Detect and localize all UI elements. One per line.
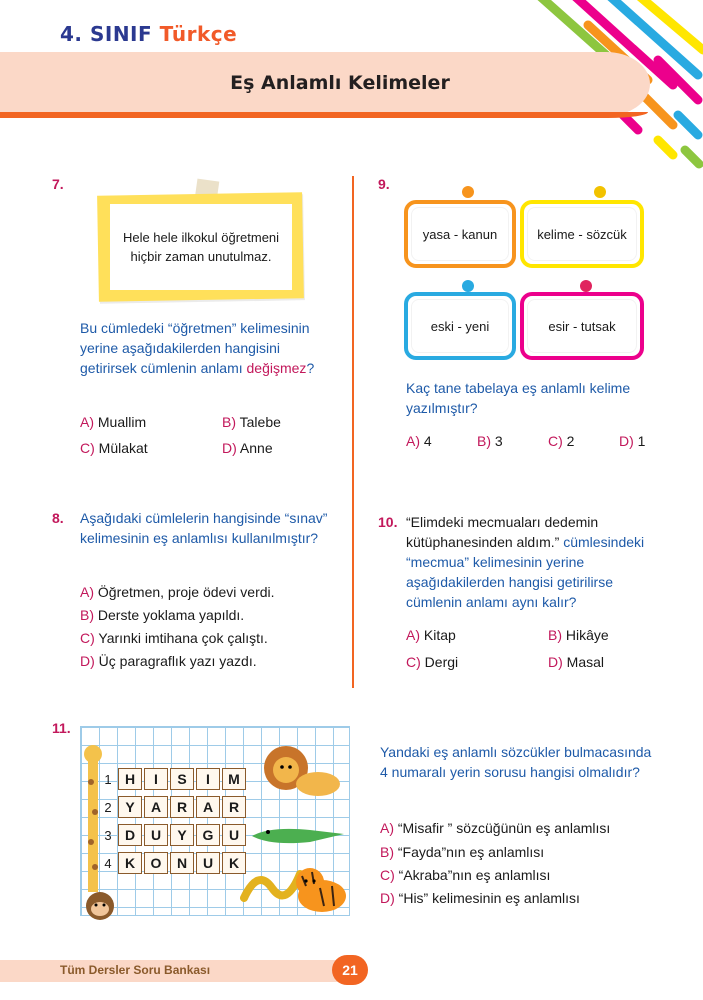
crossword-cell: N [170, 852, 194, 874]
question-8-number: 8. [52, 510, 64, 526]
crossword-row [98, 796, 248, 818]
question-7-text [80, 318, 330, 378]
crossword-row [98, 852, 248, 874]
option-letter: C) [406, 654, 421, 670]
question-10-number: 10. [378, 514, 398, 530]
question-10-quote: “Elimdeki mecmuaları dedemin kütüphanesinden aldım.” [406, 514, 599, 550]
option-text: Mülakat [98, 440, 148, 456]
crossword-cell: I [196, 768, 220, 790]
page-title: Eş Anlamlı Kelimeler [230, 72, 450, 94]
option-text: Hikâye [565, 627, 609, 643]
crossword-row-number: 1 [104, 771, 112, 787]
option-text: “Akraba”nın eş anlamlısı [398, 867, 551, 883]
crossword-cell: I [144, 768, 168, 790]
option-letter: A) [406, 433, 420, 449]
q11-option-d[interactable] [380, 888, 580, 908]
q8-option-c[interactable] [80, 628, 268, 648]
option-text: “Fayda”nın eş anlamlısı [397, 844, 545, 860]
option-letter: B) [548, 627, 562, 643]
option-text: 4 [423, 433, 432, 449]
crossword-cell: D [118, 824, 142, 846]
grade-label: 4. SINIF [60, 22, 153, 46]
option-text: Anne [239, 440, 273, 456]
option-letter: A) [406, 627, 420, 643]
page-number: 21 [332, 955, 368, 985]
q10-option-c[interactable] [406, 652, 458, 672]
crossword-cell: U [196, 852, 220, 874]
q10-option-b[interactable] [548, 625, 609, 645]
option-letter: C) [80, 440, 95, 456]
q7-option-b[interactable] [222, 412, 281, 432]
option-text: “Misafir ” sözcüğünün eş anlamlısı [397, 820, 611, 836]
question-11-number: 11. [52, 720, 71, 736]
column-divider [352, 176, 354, 688]
footer-book-title: Tüm Dersler Soru Bankası [60, 963, 211, 977]
option-letter: A) [80, 414, 94, 430]
question-9-text: Kaç tane tabelaya eş anlamlı kelime yazılmıştır? [406, 380, 631, 416]
q7-option-a[interactable] [80, 412, 146, 432]
crossword-row-number: 4 [104, 855, 112, 871]
option-letter: B) [80, 607, 94, 623]
q9-option-c[interactable] [548, 431, 574, 451]
crossword-cell: U [144, 824, 168, 846]
crossword-row [98, 824, 248, 846]
question-7-emphasis: değişmez [246, 360, 307, 376]
q7-option-d[interactable] [222, 438, 273, 458]
sign-text: yasa - kanun [411, 207, 509, 261]
option-letter: B) [222, 414, 236, 430]
grade-subject-title [60, 22, 237, 46]
crossword-cell: H [118, 768, 142, 790]
option-text: “His” kelimesinin eş anlamlısı [398, 890, 580, 906]
pin-icon [462, 280, 474, 292]
crossword-cell: O [144, 852, 168, 874]
monkey-icon [80, 890, 120, 922]
option-text: Dergi [424, 654, 459, 670]
sign-text: esir - tutsak [527, 299, 637, 353]
crossword-cell: A [144, 796, 168, 818]
crossword-cell: R [170, 796, 194, 818]
q9-option-a[interactable] [406, 431, 432, 451]
sign-yasa-kanun [404, 200, 516, 268]
crossword-row-number: 2 [104, 799, 112, 815]
sign-text: eski - yeni [411, 299, 509, 353]
tiger-icon [292, 862, 348, 916]
pin-icon [580, 280, 592, 292]
question-11-text: Yandaki eş anlamlı sözcükler bulmacasında 4 numaralı yerin sorusu hangisi olmalıdır? [380, 744, 652, 780]
option-text: Kitap [423, 627, 456, 643]
option-letter: C) [548, 433, 563, 449]
option-text: Muallim [97, 414, 147, 430]
option-text: Talebe [239, 414, 281, 430]
option-letter: C) [80, 630, 95, 646]
pin-icon [462, 186, 474, 198]
crossword-cell: M [222, 768, 246, 790]
crossword-cell: U [222, 824, 246, 846]
option-letter: B) [477, 433, 491, 449]
sign-text: kelime - sözcük [527, 207, 637, 261]
question-10-body: cümlesindeki “mecmua” kelimesinin yerine aşağıdakilerden hangisi getirilirse cümlenin anlamı aynı kalır? [406, 534, 645, 610]
crossword-cell: Y [170, 824, 194, 846]
option-letter: A) [80, 584, 94, 600]
crossword-row-number: 3 [104, 827, 112, 843]
crossword-cell: A [196, 796, 220, 818]
sign-kelime-sozcuk [520, 200, 644, 268]
crossword-cell: G [196, 824, 220, 846]
option-letter: C) [380, 867, 395, 883]
q10-option-a[interactable] [406, 625, 456, 645]
subject-label: Türkçe [159, 22, 238, 46]
option-text: 1 [637, 433, 646, 449]
question-10-text [406, 512, 654, 612]
option-letter: D) [222, 440, 237, 456]
sign-eski-yeni [404, 292, 516, 360]
option-text: Yarınki imtihana çok çalıştı. [98, 630, 268, 646]
crocodile-icon [250, 822, 346, 848]
question-8-text: Aşağıdaki cümlelerin hangisinde “sınav” kelimesinin eş anlamlısı kullanılmıştır? [80, 510, 328, 546]
q7-option-c[interactable] [80, 438, 148, 458]
option-text: Masal [566, 654, 605, 670]
crossword-cell: S [170, 768, 194, 790]
sign-esir-tutsak [520, 292, 644, 360]
crossword-cell: K [222, 852, 246, 874]
crossword-cell: K [118, 852, 142, 874]
q10-option-d[interactable] [548, 652, 604, 672]
question-7-text-main: Bu cümledeki “öğretmen” kelimesinin yerine aşağıdakilerden hangisini getirirsek cümlenin anlamı [80, 320, 310, 376]
option-letter: D) [380, 890, 395, 906]
option-letter: D) [619, 433, 634, 449]
q8-option-d[interactable] [80, 651, 257, 671]
option-text: Öğretmen, proje ödevi verdi. [97, 584, 275, 600]
option-letter: A) [380, 820, 394, 836]
q11-option-b[interactable] [380, 842, 544, 862]
q8-option-b[interactable] [80, 605, 244, 625]
q9-option-d[interactable] [619, 431, 645, 451]
crossword-cell: R [222, 796, 246, 818]
option-text: 3 [494, 433, 503, 449]
q11-option-c[interactable] [380, 865, 550, 885]
question-7-text-end: ? [306, 360, 315, 376]
option-letter: D) [548, 654, 563, 670]
question-7-number: 7. [52, 176, 64, 192]
q8-option-a[interactable] [80, 582, 275, 602]
lion-icon [262, 740, 342, 802]
q9-option-b[interactable] [477, 431, 503, 451]
option-letter: B) [380, 844, 394, 860]
crossword-cell: Y [118, 796, 142, 818]
option-text: 2 [566, 433, 575, 449]
crossword-row [98, 768, 248, 790]
sticky-note-text: Hele hele ilkokul öğretmeni hiçbir zaman unutulmaz. [110, 204, 292, 290]
option-text: Derste yoklama yapıldı. [97, 607, 245, 623]
option-text: Üç paragraflık yazı yazdı. [98, 653, 257, 669]
option-letter: D) [80, 653, 95, 669]
q11-option-a[interactable] [380, 818, 610, 838]
pin-icon [594, 186, 606, 198]
question-9-number: 9. [378, 176, 390, 192]
